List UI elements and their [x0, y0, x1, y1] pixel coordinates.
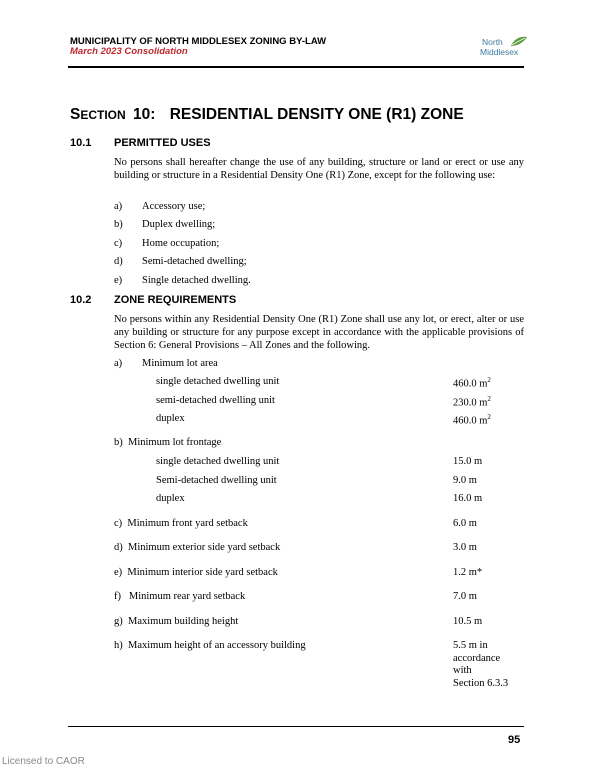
document-header-subtitle: March 2023 Consolidation — [70, 46, 188, 57]
requirement-sub-label: single detached dwelling unit — [156, 376, 280, 387]
logo-text-line-2: Middlesex — [480, 47, 519, 57]
list-item-text: Single detached dwelling. — [142, 275, 251, 286]
requirement-label: b) Minimum lot frontage — [114, 437, 222, 448]
requirement-value: 460.0 $m^2$ — [453, 413, 491, 427]
requirement-value: 3.0 m — [453, 542, 477, 553]
leaf-icon — [510, 36, 528, 48]
header-divider — [68, 66, 524, 68]
municipality-logo — [478, 36, 530, 62]
requirement-label: c) Minimum front yard setback — [114, 518, 248, 529]
list-item-text: Duplex dwelling; — [142, 219, 216, 230]
requirement-value: 230.0 $m^2$ — [453, 395, 491, 409]
license-watermark: Licensed to CAOR — [2, 756, 85, 767]
requirement-label: h) Maximum height of an accessory building — [114, 640, 306, 651]
requirement-value: 10.5 m — [453, 616, 483, 627]
section-label-cap: S — [70, 106, 81, 123]
requirement-sub-label: Semi-detached dwelling unit — [156, 475, 277, 486]
section-number: 10: — [133, 106, 156, 123]
list-item-marker: b) — [114, 219, 123, 230]
subsection-intro: No persons within any Residential Density One (R1) Zone shall use any lot, or erect, alter or use any building or structure for any purpose except in accordance with the applicable provisions of Section 6: General Provisions – All Zones and the following. — [114, 314, 524, 351]
document-header-title: MUNICIPALITY OF NORTH MIDDLESEX ZONING BY-LAW — [70, 36, 327, 47]
subsection-title: PERMITTED USES — [114, 137, 211, 149]
requirement-sub-label: duplex — [156, 413, 185, 424]
requirement-sub-label: semi-detached dwelling unit — [156, 395, 275, 406]
subsection-title: ZONE REQUIREMENTS — [114, 294, 237, 306]
requirement-value: 15.0 m — [453, 456, 483, 467]
list-item-marker: a) — [114, 201, 123, 212]
requirement-sub-label: duplex — [156, 493, 185, 504]
requirement-label: Minimum lot area — [142, 358, 218, 369]
requirement-value: 16.0 m — [453, 493, 483, 504]
footer-divider — [68, 726, 524, 727]
section-title — [70, 106, 464, 124]
subsection-number: 10.1 — [70, 137, 92, 149]
section-label-rest: ECTION — [80, 108, 126, 122]
subsection-number: 10.2 — [70, 294, 92, 306]
requirement-label: f) Minimum rear yard setback — [114, 591, 246, 602]
list-item-marker: d) — [114, 256, 123, 267]
requirement-label: d) Minimum exterior side yard setback — [114, 542, 281, 553]
requirement-marker: a) — [114, 358, 123, 369]
section-heading: RESIDENTIAL DENSITY ONE (R1) ZONE — [169, 106, 464, 123]
requirement-label: g) Maximum building height — [114, 616, 239, 627]
logo-text-line-1: North — [482, 37, 503, 47]
list-item-marker: e) — [114, 275, 123, 286]
requirement-value: 5.5 m in accordance with Section 6.3.3 — [453, 640, 509, 689]
list-item-text: Semi-detached dwelling; — [142, 256, 247, 267]
requirement-label: e) Minimum interior side yard setback — [114, 567, 278, 578]
requirement-value: 7.0 m — [453, 591, 477, 602]
list-item-text: Home occupation; — [142, 238, 220, 249]
page-number: 95 — [508, 734, 521, 746]
list-item-text: Accessory use; — [142, 201, 206, 212]
subsection-intro: No persons shall hereafter change the use of any building, structure or land or erect or use any building or structure in a Residential Density One (R1) Zone, except for the following use: — [114, 157, 524, 181]
requirement-value: 460.0 $m^2$ — [453, 376, 491, 390]
requirement-value: 9.0 m — [453, 475, 477, 486]
requirement-sub-label: single detached dwelling unit — [156, 456, 280, 467]
list-item-marker: c) — [114, 238, 123, 249]
requirement-value: 1.2 m* — [453, 567, 483, 578]
requirement-value: 6.0 m — [453, 518, 477, 529]
